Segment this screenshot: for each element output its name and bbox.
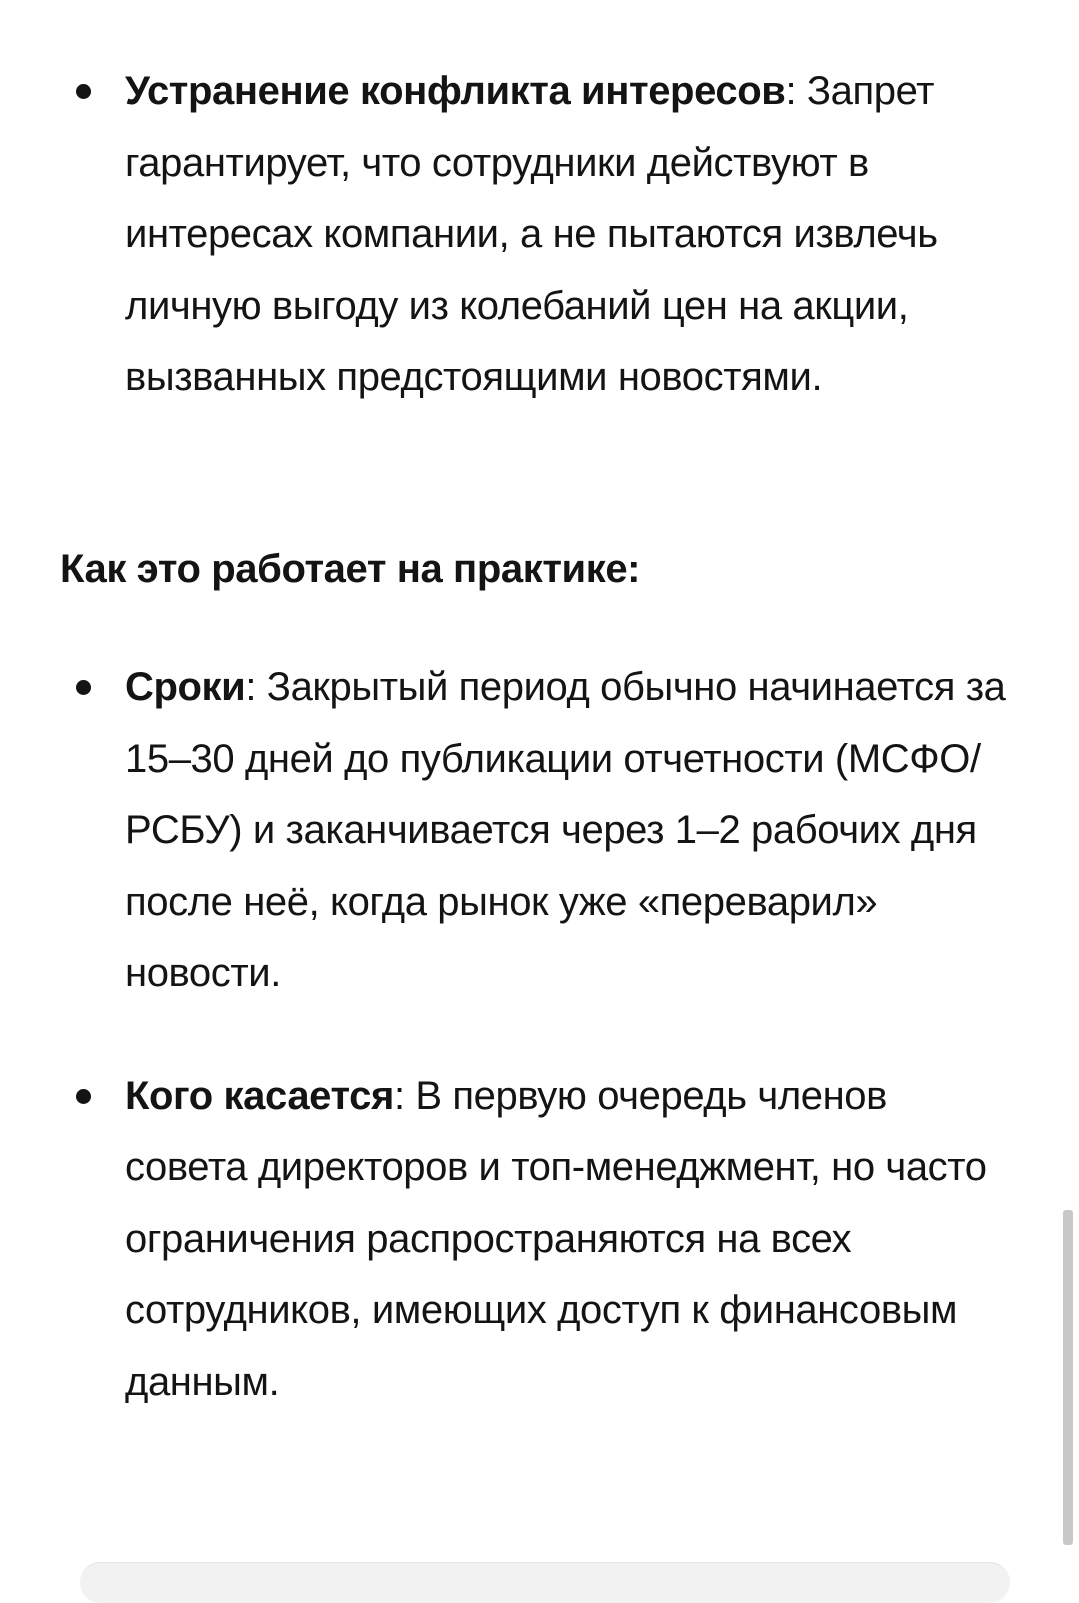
item-term: Сроки xyxy=(125,665,246,709)
practice-list xyxy=(0,652,1079,1418)
input-bar-edge xyxy=(80,1562,1010,1603)
benefits-list xyxy=(0,56,1079,414)
item-separator: : xyxy=(393,1073,405,1118)
item-separator: : xyxy=(785,69,797,113)
item-text: В первую очередь членов совета директоров и топ-менеджмент, но часто ограничения распространяются на всех сотрудников, имеющих доступ к финансовым данным. xyxy=(125,1073,987,1404)
scrollbar-thumb[interactable] xyxy=(1063,1210,1073,1545)
list-item-conflict-of-interest xyxy=(0,56,1079,414)
item-term: Устранение конфликта интересов xyxy=(125,69,786,113)
bullet-icon xyxy=(76,680,91,695)
section-heading: Как это работает на практике: xyxy=(60,547,641,591)
item-text: Закрытый период обычно начинается за 15–30 дней до публикации отчетности (МСФО/РСБУ) и заканчивается через 1–2 рабочих дня после неё, когда рынок уже «переварил» новости. xyxy=(125,665,1006,995)
list-item-timing xyxy=(0,652,1079,1010)
bullet-icon xyxy=(76,1089,91,1104)
item-separator: : xyxy=(245,665,257,709)
item-text: Запрет гарантирует, что сотрудники действуют в интересах компании, а не пытаются извлечь личную выгоду из колебаний цен на акции, вызванных предстоящими новостями. xyxy=(125,69,938,399)
list-item-who-is-affected xyxy=(0,1061,1079,1419)
item-term: Кого касается xyxy=(125,1073,394,1118)
bullet-icon xyxy=(76,84,91,99)
